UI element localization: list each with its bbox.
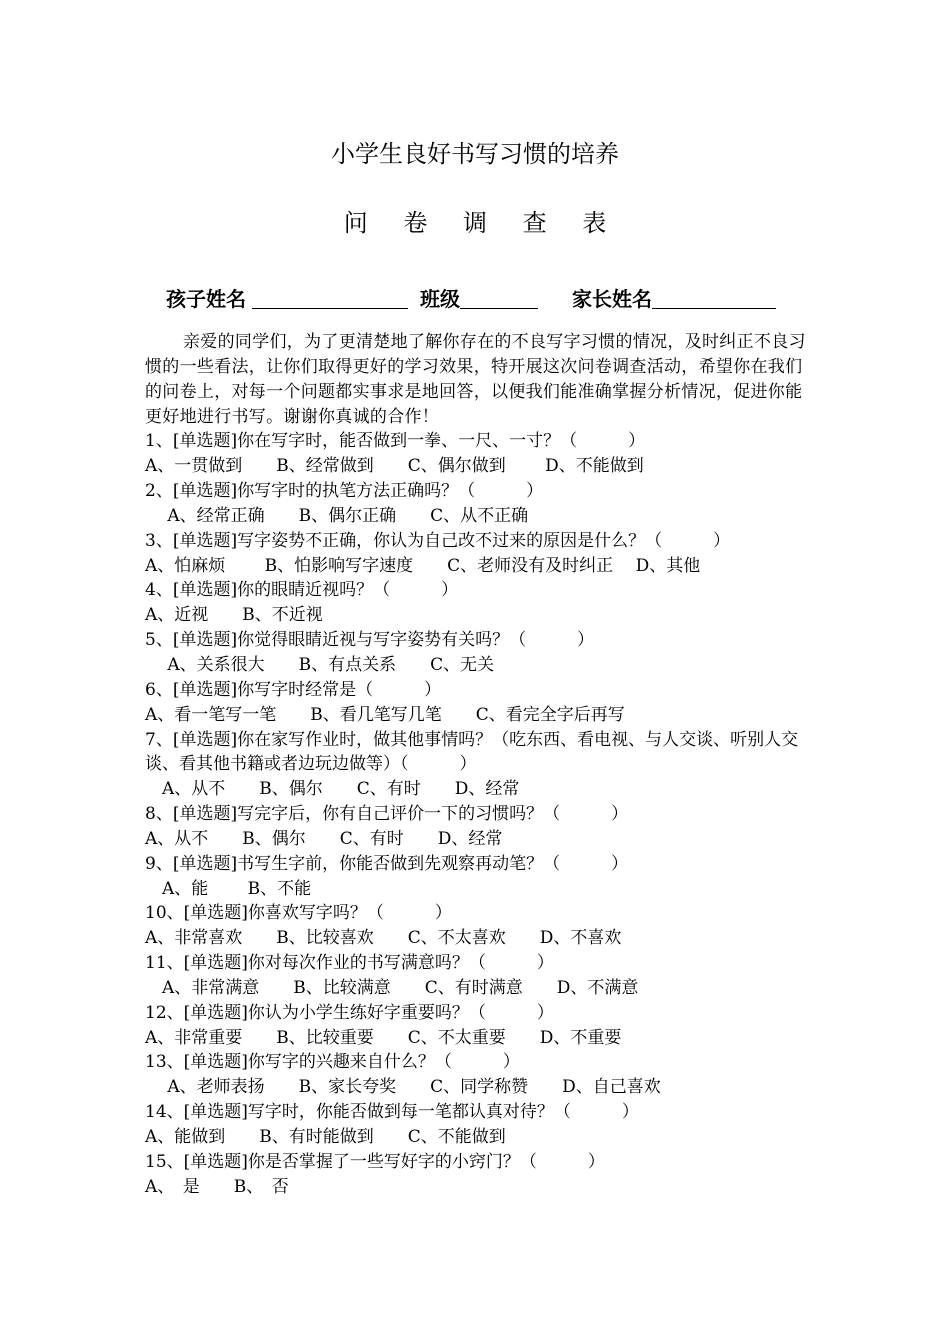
question-12: 12、[单选题]你认为小学生练好字重要吗？（ ）: [145, 1002, 554, 1023]
question-1: 1、[单选题]你在写字时，能否做到一拳、一尺、一寸？（ ）: [145, 431, 646, 452]
question-7: 7、[单选题]你在家写作业时，做其他事情吗？（吃东西、看电视、与人交谈、听别人交谈、看其他书籍或者边玩边做等）（ ）: [145, 729, 799, 775]
options-9: A、能 B、不能: [145, 878, 312, 899]
options-10: A、非常喜欢 B、比较喜欢 C、不太喜欢 D、不喜欢: [145, 928, 622, 949]
options-1: A、一贯做到 B、经常做到 C、偶尔做到 D、不能做到: [145, 456, 644, 477]
question-9: 9、[单选题]书写生字前，你能否做到先观察再动笔？（ ）: [145, 853, 629, 874]
child-name-blank[interactable]: [252, 288, 408, 309]
intro-paragraph: 亲爱的同学们，为了更清楚地了解你存在的不良写字习惯的情况，及时纠正不良习惯的一些看法，让你们取得更好的学习效果，特开展这次问卷调查活动，希望你在我们的问卷上，对每一个问题都实事求是地回答，以便我们能准确掌握分析情况，促进你能更好地进行书写。谢谢你真诚的合作！: [145, 332, 806, 427]
options-12: A、非常重要 B、比较重要 C、不太重要 D、不重要: [145, 1027, 622, 1048]
options-4: A、近视 B、不近视: [145, 605, 323, 626]
question-4: 4、[单选题]你的眼睛近视吗？（ ）: [145, 580, 459, 601]
options-2: A、经常正确 B、偶尔正确 C、从不正确: [145, 505, 529, 526]
options-13: A、老师表扬 B、家长夸奖 C、同学称赞 D、自己喜欢: [145, 1077, 661, 1098]
child-name-label: 孩子姓名: [166, 287, 246, 311]
options-5: A、关系很大 B、有点关系 C、无关: [145, 654, 495, 675]
question-14: 14、[单选题]写字时，你能否做到每一笔都认真对待？（ ）: [145, 1102, 639, 1123]
question-10: 10、[单选题]你喜欢写字吗？（ ）: [145, 903, 452, 924]
class-label: 班级: [420, 287, 460, 311]
class-blank[interactable]: [460, 288, 538, 309]
options-6: A、看一笔写一笔 B、看几笔写几笔 C、看完全字后再写: [145, 704, 625, 725]
question-3: 3、[单选题]写字姿势不正确，你认为自己改不过来的原因是什么？（ ）: [145, 530, 731, 551]
info-fields: [166, 283, 776, 312]
parent-name-label: 家长姓名: [572, 287, 652, 311]
survey-body: [145, 330, 813, 1200]
question-13: 13、[单选题]你写字的兴趣来自什么？（ ）: [145, 1052, 520, 1073]
options-15: A、 是 B、 否: [145, 1176, 289, 1197]
question-11: 11、[单选题]你对每次作业的书写满意吗？（ ）: [145, 953, 554, 974]
options-8: A、从不 B、偶尔 C、有时 D、经常: [145, 828, 503, 849]
options-11: A、非常满意 B、比较满意 C、有时满意 D、不满意: [145, 977, 639, 998]
question-6: 6、[单选题]你写字时经常是（ ）: [145, 679, 442, 700]
options-3: A、怕麻烦 B、怕影响写字速度 C、老师没有及时纠正 D、其他: [145, 555, 701, 576]
question-2: 2、[单选题]你写字时的执笔方法正确吗？（ ）: [145, 481, 544, 502]
question-8: 8、[单选题]写完字后，你有自己评价一下的习惯吗？（ ）: [145, 804, 629, 825]
options-14: A、能做到 B、有时能做到 C、不能做到: [145, 1127, 506, 1147]
document-subtitle: 问 卷 调 查 表: [343, 209, 621, 237]
question-5: 5、[单选题]你觉得眼睛近视与写字姿势有关吗？（ ）: [145, 630, 595, 651]
document-title: 小学生良好书写习惯的培养: [331, 140, 619, 168]
options-7: A、从不 B、偶尔 C、有时 D、经常: [145, 779, 520, 800]
question-15: 15、[单选题]你是否掌握了一些写好字的小窍门？（ ）: [145, 1151, 605, 1172]
parent-name-blank[interactable]: [652, 288, 776, 309]
